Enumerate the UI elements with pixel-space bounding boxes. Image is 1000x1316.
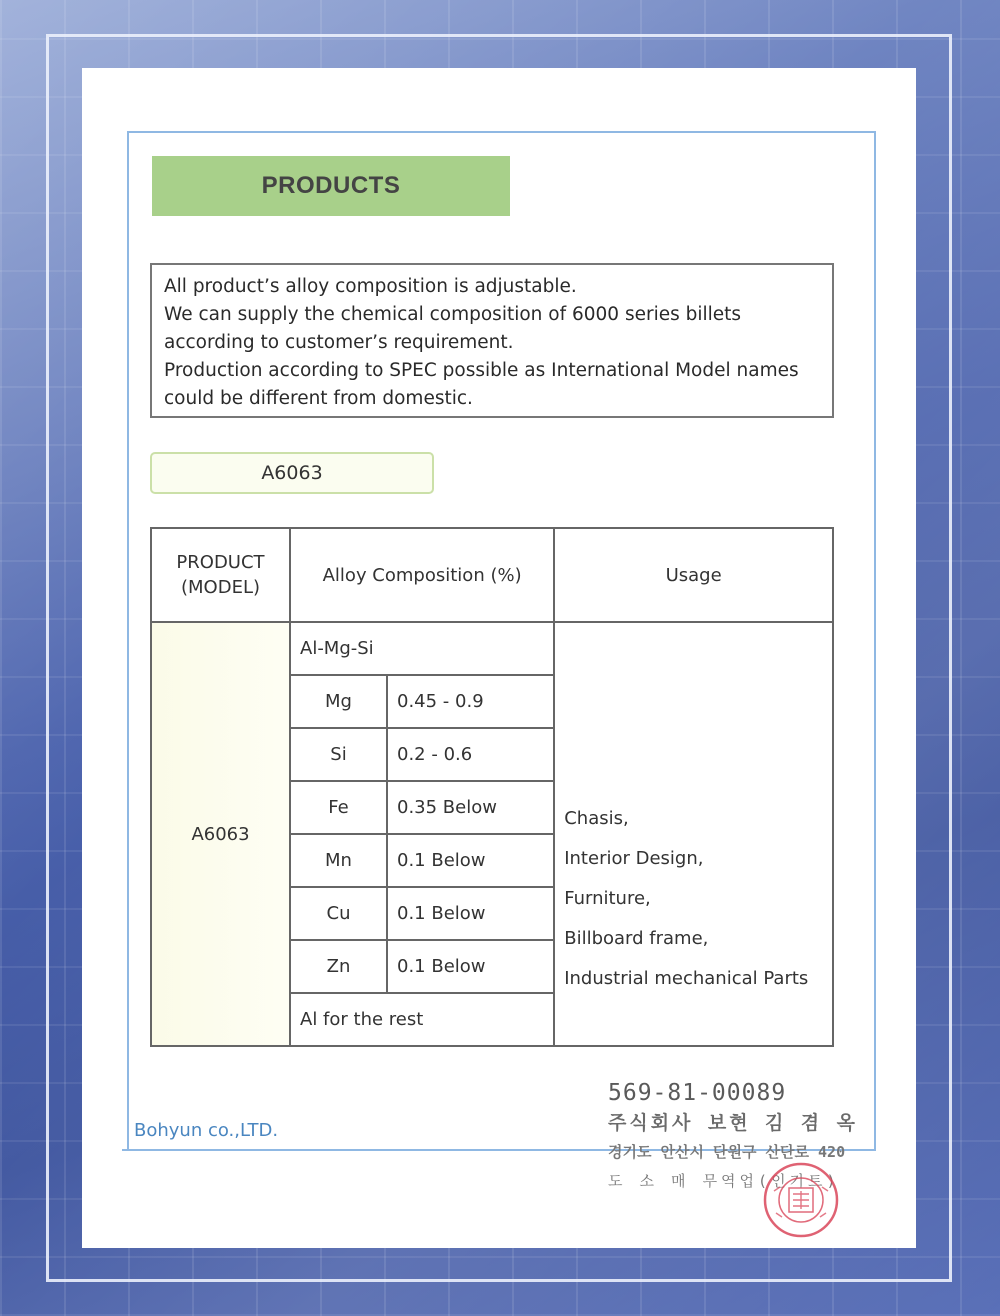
element-symbol: Mn: [290, 834, 387, 887]
element-value: 0.35 Below: [387, 781, 554, 834]
usage-item: Furniture,: [564, 888, 651, 909]
intro-line: All product’s alloy composition is adjustable.: [164, 276, 577, 297]
element-value: 0.2 - 0.6: [387, 728, 554, 781]
usage-item: Industrial mechanical Parts: [564, 968, 809, 989]
stamp-address-line: 경기도 안산시 단원구 산단로 420: [608, 1143, 846, 1161]
document-page: [82, 68, 916, 1248]
page-title: PRODUCTS: [152, 156, 510, 216]
alloy-series-cell: Al-Mg-Si: [290, 622, 554, 675]
element-symbol: Fe: [290, 781, 387, 834]
model-cell: A6063: [151, 622, 290, 1046]
intro-text-box: [150, 263, 834, 418]
header-product-label: PRODUCT: [176, 552, 265, 573]
element-value: 0.1 Below: [387, 940, 554, 993]
header-model-label: (MODEL): [180, 577, 260, 598]
header-alloy-composition: Alloy Composition (%): [290, 528, 554, 622]
element-symbol: Zn: [290, 940, 387, 993]
element-value: 0.1 Below: [387, 887, 554, 940]
company-name: Bohyun co.,LTD.: [134, 1120, 279, 1141]
composition-table: [150, 527, 834, 1047]
usage-item: Interior Design,: [564, 848, 704, 869]
stamp-company-line: 주식회사 보현 김 겸 옥: [608, 1112, 858, 1134]
header-product-model: [151, 528, 290, 622]
table-row: [151, 622, 833, 675]
stamp-business-type: 도 소 매 무역업(인기트): [608, 1172, 840, 1190]
intro-line: could be different from domestic.: [164, 388, 473, 409]
table-header-row: [151, 528, 833, 622]
element-symbol: Cu: [290, 887, 387, 940]
remainder-cell: Al for the rest: [290, 993, 554, 1046]
header-usage: Usage: [554, 528, 833, 622]
usage-cell: [554, 622, 833, 1046]
element-value: 0.1 Below: [387, 834, 554, 887]
intro-line: Production according to SPEC possible as International Model names: [164, 360, 799, 381]
company-seal-icon: [762, 1161, 840, 1239]
model-tab: A6063: [150, 452, 434, 494]
element-symbol: Si: [290, 728, 387, 781]
intro-line: We can supply the chemical composition of 6000 series billets: [164, 304, 742, 325]
element-value: 0.45 - 0.9: [387, 675, 554, 728]
stamp-reg-number: 569-81-00089: [608, 1080, 787, 1106]
element-symbol: Mg: [290, 675, 387, 728]
usage-item: Chasis,: [564, 808, 629, 829]
intro-line: according to customer’s requirement.: [164, 332, 514, 353]
usage-item: Billboard frame,: [564, 928, 709, 949]
